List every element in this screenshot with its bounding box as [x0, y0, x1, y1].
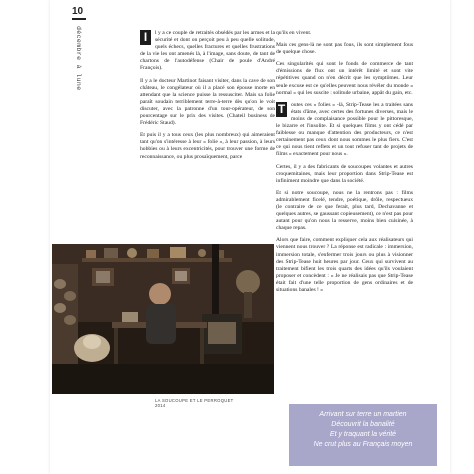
page-number-rule [72, 18, 86, 20]
right-paragraph-4-text: outes ces « folies » -là, Strip-Tease les a traitées sans états d'âme, avec certes des fortunes diverses, mais le moins de complaisance possible pour le pittoresque, le bizarre et l'insolite. Et si quelques films y ont cédé par faiblesse ou manque d'attention des producteurs, ce n'est certainement pas ceux dont nous sommes le plus fiers. C'est ce qui nous tient reflets et un tout refuser tant de projets de films « exactement pour nous ». [276, 101, 413, 158]
quote-line: Arrivant sur terre un martien [319, 411, 407, 418]
quote-line: Découvrit la banalité [331, 421, 395, 428]
left-paragraph-1-text: l y a ce couple de retraités obsédés par les armes et la sécurité et dont on perçoit peu à peu quelle solitude, quels échecs, quelles fractures et quelles frustrations de la vie les ont amenés là, à l'image, sans doute, de tant de chartons de l'autodéfense (Chair de poule d'André François). [140, 30, 275, 72]
dropcap-t: T [277, 101, 286, 116]
quote-line: Et y traquant la vérité [329, 431, 397, 438]
right-paragraph-1: qu'ils en vivent. [276, 30, 312, 36]
dropcap-i: I [140, 30, 151, 45]
right-paragraph-7: Alors que faire, comment expliquer cela aux réalisateurs qui viennent nous trouver ? La réponse est radicale : immersion, immersion totale, s'enfermer trois jours ou plus à visionner des Strip-Tease huit heures par jour. Ceux qui survivent au traitement bifient les trois quarts des idées qu'ils voulaient proposer et concèdent : « Je ne réalisais pas que Strip-Tease était fait d'une telle proportion de gens ordinaires et de situations banales ! » [276, 237, 413, 293]
left-paragraph-3: Et puis il y a tous ceux (les plus nombreux) qui aimeraient tant qu'on s'intéresse à leur « folie », à leur passion, à leurs hobbies ou à leurs excentricités, pour trouver une forme de reconnaissance, ou plus prosaïquement, parce [140, 132, 275, 160]
left-column [140, 30, 275, 166]
pull-quote [289, 404, 437, 466]
interior-photo-icon [52, 244, 274, 394]
page-number: 10 [72, 6, 84, 17]
photo-caption: LA SOUCOUPE ET LE PERROQUET 2014 [155, 398, 234, 408]
quote-line: Ne crut plus au Français moyen [313, 441, 413, 448]
right-paragraph-4 [276, 102, 413, 159]
right-paragraph-2: Mais ces gens-là ne sont pas fous, ils sont simplement fous de quelque chose. [276, 42, 413, 56]
right-paragraph-6: Et si notre soucoupe, nous ne la rentrons pas : films admirablement ficelé, tendre, poétique, drôle, respectueux (le contraire de ce que ferait, plus tard, Dechavanne et quelques autres, se gaussant copieusement), ce n'est pas pour autant pour qu'on nous la resserve, moins bien cuisinée, à chaque repas. [276, 189, 413, 232]
right-column [276, 30, 413, 299]
left-paragraph-2: Il y a le docteur Martinot faisant visiter, dans la cave de son château, le congélateur où il a placé son épouse morte en attendant que la science puisse la ressusciter. Mais sa folie paraît soudain terriblement terre-à-terre dès qu'on le voit discuter, avec la patronne d'un tour-opérateur, de son pourcentage sur le prix des visites. (Chateil business de Frédéric Staud). [140, 77, 275, 127]
right-paragraph-3: Ces singularités qui sont le fonds de commerce de tant d'émissions de flux ont un intérêt limité et sont vite répétitives quand on n'en décrit que les symptômes. Leur seule excuse est ce qu'elles peuvent nous révéler du monde « normal » qui les suscite : solitude urbaine, appât du gain, etc. [276, 61, 413, 96]
interior-photo [52, 244, 274, 394]
left-paragraph-1 [140, 30, 275, 73]
running-head: décembre à lune [75, 26, 82, 91]
right-paragraph-5: Certes, il y a des fabricants de soucoupes volantes et autres croquemitaines, mais leur proportion dans Strip-Tease est infiniment moindre que dans la société. [276, 163, 413, 184]
